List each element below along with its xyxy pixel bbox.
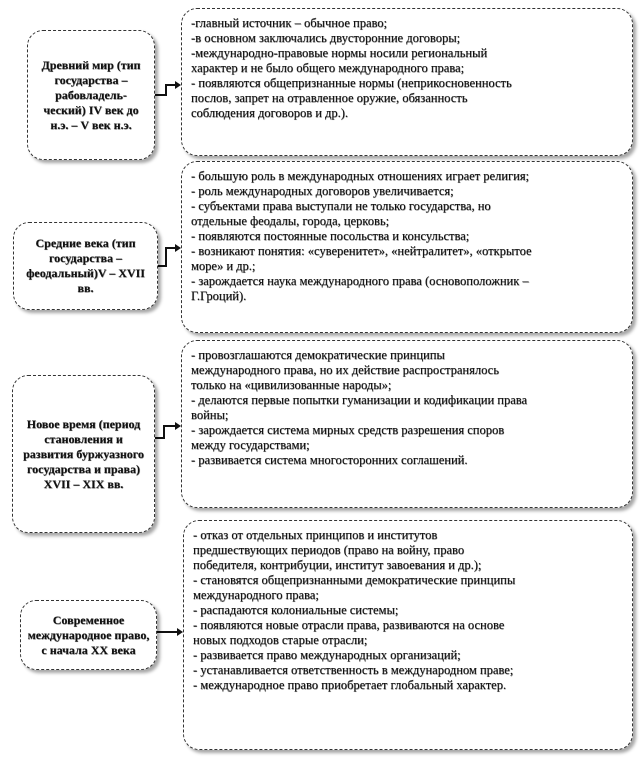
connector-2 (158, 248, 175, 266)
period-box-middle-ages (13, 222, 158, 310)
description-line: международного права, но их действие распространялось (191, 363, 499, 377)
description-box-ancient (181, 8, 633, 156)
description-line: соблюдения договоров и др.). (191, 106, 349, 120)
description-line: - большую роль в международных отношениях играет религия; (191, 169, 530, 183)
description-line: только на «цивилизованные народы»; (191, 378, 392, 392)
description-line: - субъектами права выступали не только государства, но (191, 199, 491, 213)
description-line: - зарождается наука международного права (основоположник – (191, 274, 529, 288)
description-line: - провозглашаются демократические принципы (191, 348, 445, 362)
description-line: международного права; (193, 588, 319, 602)
period-box-modern-era (12, 375, 155, 533)
description-line: войны; (191, 408, 229, 422)
description-line: - развивается право международных организаций; (193, 648, 461, 662)
period-title: Древний мир (тип государства – рабовладель-ческий) IV век до н.э. – V век н.э. (41, 57, 141, 132)
period-box-contemporary (20, 600, 157, 670)
description-line: - распадаются колониальные системы; (193, 603, 399, 617)
description-line: -главный источник – обычное право; (191, 16, 388, 30)
description-line: послов, запрет на отравленное оружие, обязанность (191, 91, 468, 105)
description-line: - отказ от отдельных принципов и институтов (193, 528, 438, 542)
period-box-ancient (27, 30, 155, 160)
description-box-middle-ages (181, 161, 633, 333)
description-line: - делаются первые попытки гуманизации и кодификации права (191, 393, 528, 407)
description-line: новых подходов старые отрасли; (193, 633, 368, 647)
description-line: - роль международных договоров увеличивается; (191, 184, 454, 198)
description-line: -международно-правовые нормы носили региональный (191, 46, 488, 60)
description-box-modern-era (181, 340, 633, 508)
description-line: между государствами; (191, 438, 310, 452)
description-line: - появляются общепризнанные нормы (неприкосновенность (191, 76, 512, 90)
description-line: - появляются новые отрасли права, развиваются на основе (193, 618, 505, 632)
description-line: - возникают понятия: «суверенитет», «нейтралитет», «открытое (191, 244, 532, 258)
description-line: -в основном заключались двусторонние договоры; (191, 31, 461, 45)
description-line: - международное право приобретает глобальный характер. (193, 678, 507, 692)
period-title: Современное международное право, с начала XX века (27, 612, 150, 657)
description-line: - зарождается система мирных средств разрешения споров (191, 423, 505, 437)
description-line: - становятся общепризнанными демократические принципы (193, 573, 516, 587)
description-line: Г.Гроций). (191, 289, 247, 303)
description-line: - устанавливается ответственность в международном праве; (193, 663, 514, 677)
period-title: Средние века (тип государства – феодальный)V – XVII вв. (26, 236, 145, 295)
description-box-contemporary (183, 520, 633, 750)
connector-1 (155, 85, 175, 95)
description-line: победителя, контрибуции, институт завоевания и др.); (193, 558, 482, 572)
description-line: - развивается система многосторонних соглашений. (191, 453, 468, 467)
description-line: - появляются постоянные посольства и консульства; (191, 229, 470, 243)
description-line: предшествующих периодов (право на войну, право (193, 543, 465, 557)
period-title: Новое время (период становления и развития буржуазного государства и права) XVII – XIX вв. (23, 416, 144, 491)
description-line: отдельные феодалы, города, церковь; (191, 214, 390, 228)
description-line: море» и др.; (191, 259, 256, 273)
description-line: характер и не было общего международного права; (191, 61, 465, 75)
connector-3 (155, 426, 175, 438)
